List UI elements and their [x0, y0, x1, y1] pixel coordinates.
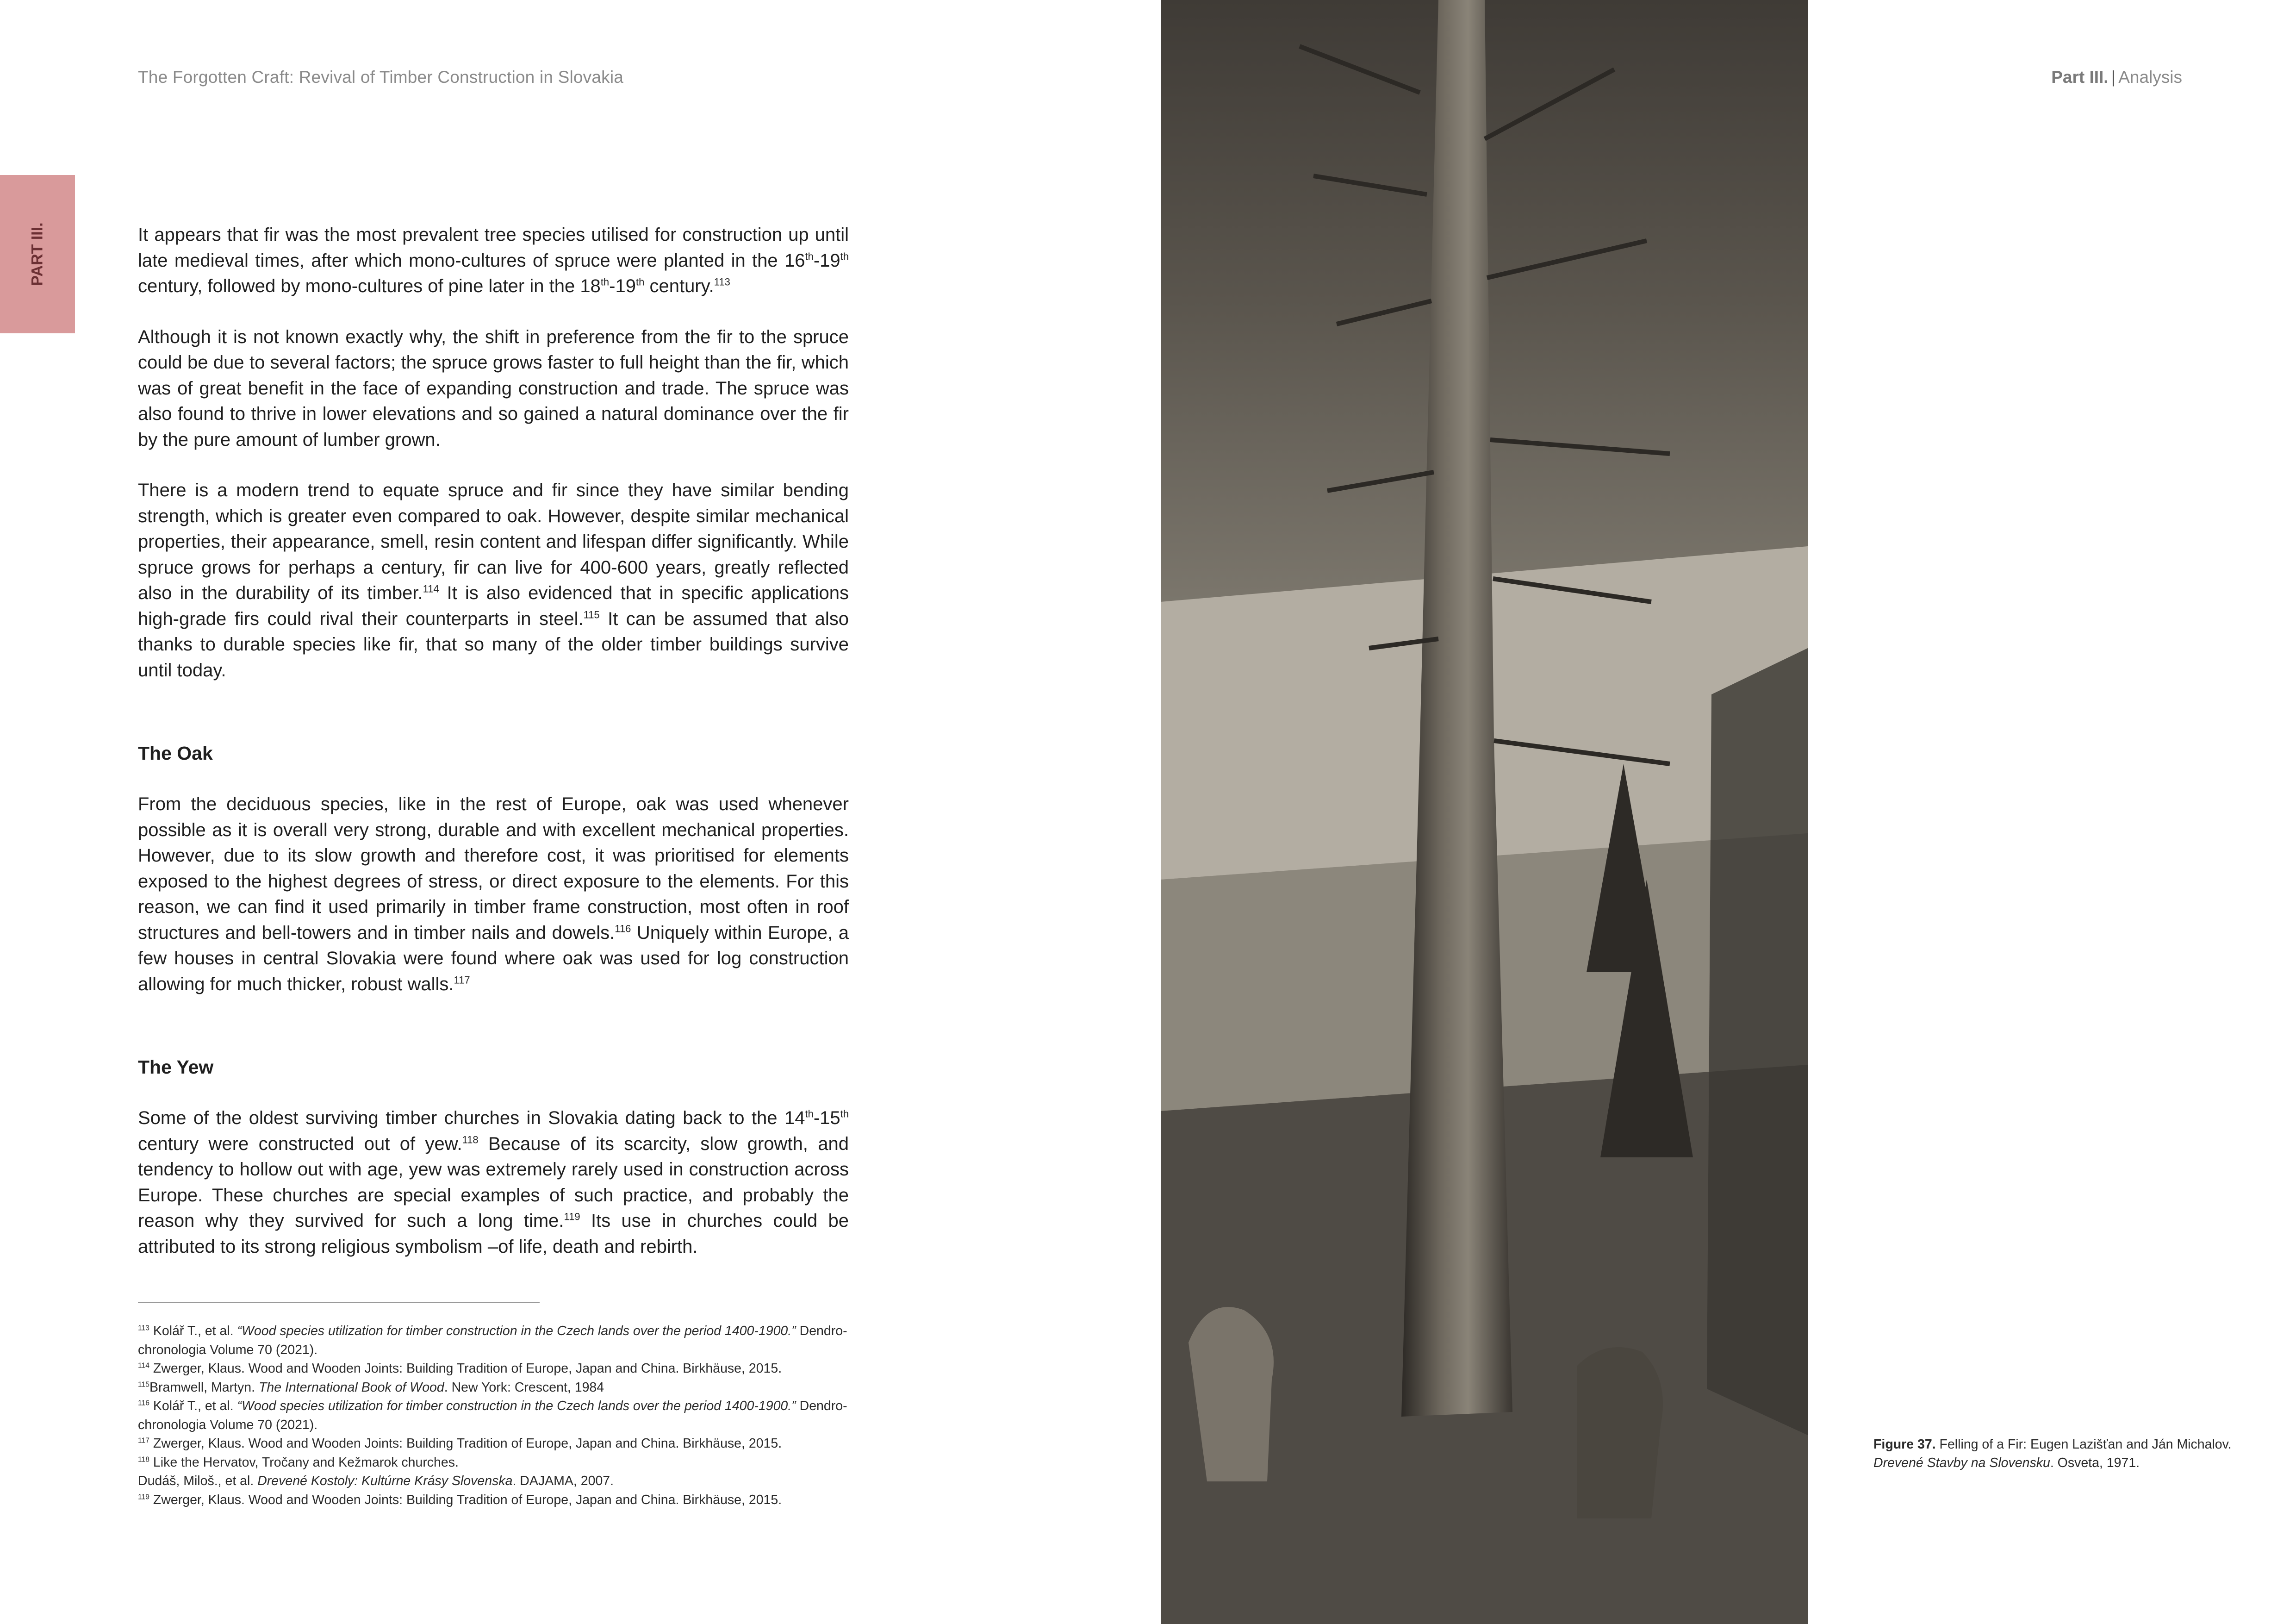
running-title: The Forgotten Craft: Revival of Timber Construction in Slovakia	[138, 68, 624, 87]
footnote-divider	[138, 1302, 540, 1303]
footnote-116: $^{116}$ Kolář T., et al. “Wood species utilization for timber construction in the Czech lands over the period 1400-1900.” Dendro-chronologia Volume 70 (2021).	[138, 1399, 847, 1432]
fir-felling-illustration	[1161, 0, 1808, 1624]
part-tab-label: PART III.	[28, 222, 46, 286]
footnote-ref-115: 115	[583, 609, 600, 621]
section-label: Analysis	[2118, 68, 2182, 87]
heading-oak: The Oak	[138, 743, 213, 764]
footnote-118: $^{118}$ Like the Hervatov, Tročany and Kežmarok churches.	[138, 1455, 459, 1470]
paragraph-fir-prevalence: It appears that fir was the most prevalent tree species utilised for construction up until late medieval times, after which mono-cultures of spruce were planted in the 16th-19th century, followed by mono-cultures of pine later in the 18th-19th century.$^{113}$	[138, 225, 849, 296]
body-column	[138, 222, 849, 1285]
footnote-117: $^{117}$ Zwerger, Klaus. Wood and Wooden Joints: Building Tradition of Europe, Japan and China. Birkhäuse, 2015.	[138, 1436, 782, 1451]
footnote-ref-118: 118	[462, 1134, 479, 1146]
footnote-ref-117: 117	[454, 974, 470, 986]
paragraph-yew: Some of the oldest surviving timber churches in Slovakia dating back to the 14th-15th century were constructed out of yew.$^{118}$ Because of its scarcity, slow growth, and tendency to hollow out with age, yew was extremely rarely used in construction across Europe. These churches are special examples of such practice, and probably the reason why they survived for such a long time.$^{119}$ Its use in churches could be attributed to its strong religious symbolism –of life, death and rebirth.	[138, 1108, 849, 1257]
woodcutter-right	[1577, 1347, 1663, 1518]
figure-label: Figure 37.	[1873, 1437, 1936, 1452]
footnote-119: $^{119}$ Zwerger, Klaus. Wood and Wooden Joints: Building Tradition of Europe, Japan and China. Birkhäuse, 2015.	[138, 1492, 782, 1507]
footnote-114: $^{114}$ Zwerger, Klaus. Wood and Wooden Joints: Building Tradition of Europe, Japan and China. Birkhäuse, 2015.	[138, 1361, 782, 1376]
footnote-ref-119: 119	[564, 1211, 580, 1223]
footnotes	[138, 1322, 888, 1509]
paragraph-spruce-vs-fir: There is a modern trend to equate spruce and fir since they have similar bending strength, which is greater even compared to oak. However, despite similar mechanical properties, their appearance, smell, resin content and lifespan differ significantly. While spruce grows for perhaps a century, fir can live for 400-600 years, greatly reflected also in the durability of its timber.$^{114}$ It is also evidenced that in specific applications high-grade firs could rival their counterparts in steel.$^{115}$ It can be assumed that also thanks to durable species like fir, that so many of the older timber buildings survive until today.	[138, 480, 849, 681]
paragraph-spruce-shift: Although it is not known exactly why, the shift in preference from the fir to the spruce could be due to several factors; the spruce grows faster to full height than the fir, which was of great benefit in the face of expanding construction and trade. The spruce was also found to thrive in lower elevations and so gained a natural dominance over the fir by the pure amount of lumber grown.	[138, 326, 849, 450]
footnote-ref-116: 116	[615, 923, 631, 935]
figure-caption: Figure 37. Felling of a Fir: Eugen Lazišťan and Ján Michalov. Drevené Stavby na Slovensku. Osveta, 1971.	[1873, 1437, 2232, 1470]
fir-felling-photo	[1161, 0, 1808, 1624]
part-tab	[0, 175, 75, 333]
footnote-118-continued: Dudáš, Miloš., et al. Drevené Kostoly: Kultúrne Krásy Slovenska. DAJAMA, 2007.	[138, 1474, 614, 1488]
part-label: Part III.	[2051, 68, 2109, 87]
footnote-113: $^{113}$ Kolář T., et al. “Wood species utilization for timber construction in the Czech lands over the period 1400-1900.” Dendro-chronologia Volume 70 (2021).	[138, 1324, 847, 1357]
footnote-115: $^{115}$Bramwell, Martyn. The International Book of Wood. New York: Crescent, 1984	[138, 1380, 604, 1395]
header-separator: |	[2111, 68, 2116, 87]
footnote-ref-114: 114	[423, 583, 439, 595]
right-trees	[1707, 648, 1808, 1435]
footnote-ref-113: 113	[714, 276, 730, 288]
heading-yew: The Yew	[138, 1056, 214, 1078]
section-header	[2051, 68, 2182, 87]
paragraph-oak: From the deciduous species, like in the rest of Europe, oak was used whenever possible as it is overall very strong, durable and with excellent mechanical properties. However, due to its slow growth and therefore cost, it was prioritised for elements exposed to the highest degrees of stress, or direct exposure to the elements. For this reason, we can find it used primarily in timber frame construction, most often in roof structures and bell-towers and in timber nails and dowels.$^{116}$ Uniquely within Europe, a few houses in central Slovakia were found where oak was used for log construction allowing for much thicker, robust walls.$^{117}$	[138, 794, 849, 994]
